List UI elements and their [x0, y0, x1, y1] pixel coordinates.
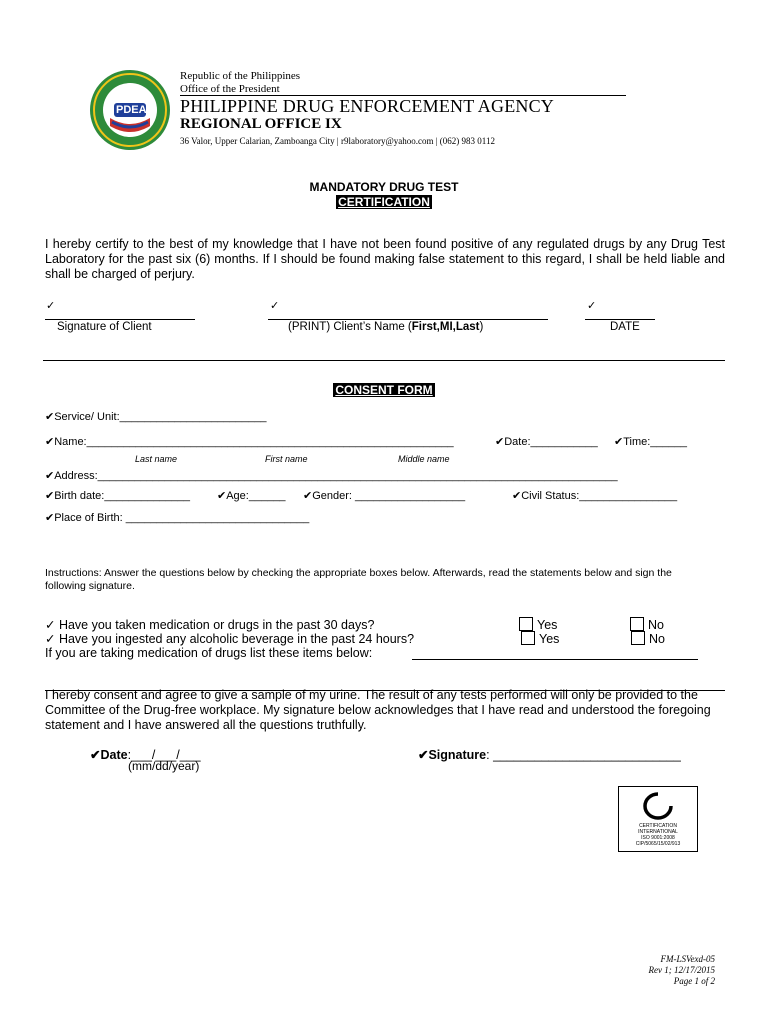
- certification-body: I hereby certify to the best of my knowledge that I have not been found positive of any regulated drugs by any Drug Test Laboratory for the past six (6) months. If I should be found making false statement to this regard, I shall be held liable and shall be charged of perjury.: [45, 237, 725, 281]
- seal-text: PDEA: [116, 104, 147, 116]
- client-name-label: [288, 321, 483, 333]
- date-sign-label: ✔Date: [90, 748, 128, 762]
- gender-field[interactable]: ✔Gender: __________________: [303, 490, 466, 502]
- age-field[interactable]: ✔Age:______: [217, 490, 286, 502]
- address-field[interactable]: ✔Address:_____________________________________________________________________________________: [45, 470, 618, 482]
- no-label: No: [648, 618, 664, 632]
- page-number: Page 1 of 2: [673, 976, 715, 986]
- place-of-birth-field[interactable]: ✔Place of Birth: ______________________________: [45, 512, 310, 524]
- consent-statement: I hereby consent and agree to give a sample of my urine. The result of any tests performed will only be provided to the Committee of the Drug-free workplace. My signature below acknowledges that I have read and understood the foregoing statement and I have answered all the questions truthfully.: [45, 688, 711, 732]
- check-mark: ✓: [46, 299, 56, 312]
- cert-line-4: CIP/5065/15/02/913: [635, 841, 681, 847]
- checkbox[interactable]: [631, 631, 645, 645]
- medication-list-line[interactable]: [412, 659, 698, 660]
- time-field[interactable]: ✔Time:______: [614, 436, 688, 448]
- yes-label: Yes: [537, 618, 558, 632]
- consent-date-field[interactable]: ✔Date:___________: [495, 436, 598, 448]
- medication-list-label: If you are taking medication of drugs list these items below:: [45, 646, 373, 660]
- check-mark: ✓: [270, 299, 280, 312]
- checkbox[interactable]: [519, 617, 533, 631]
- region-name: REGIONAL OFFICE IX: [180, 116, 342, 132]
- question-medication: ✓ Have you taken medication or drugs in the past 30 days?: [45, 618, 375, 632]
- section-divider: [43, 360, 725, 361]
- checkbox[interactable]: [521, 631, 535, 645]
- q1-yes-option[interactable]: [519, 617, 557, 632]
- revision: Rev 1; 12/17/2015: [648, 965, 715, 975]
- date-line[interactable]: [585, 319, 655, 320]
- signature-label: Signature of Client: [57, 321, 152, 333]
- client-name-line[interactable]: [268, 319, 548, 320]
- cert-line-1: CERTIFICATION: [639, 823, 677, 829]
- q2-no-option[interactable]: [631, 631, 665, 646]
- header-office: Office of the President: [180, 83, 280, 95]
- service-unit-field[interactable]: ✔Service/ Unit:________________________: [45, 411, 267, 423]
- birth-date-field[interactable]: ✔Birth date:______________: [45, 490, 191, 502]
- date-format-hint: (mm/dd/year): [128, 759, 200, 773]
- certification-title: MANDATORY DRUG TEST: [309, 180, 459, 194]
- civil-status-field[interactable]: ✔Civil Status:________________: [512, 490, 678, 502]
- signature-line[interactable]: [45, 319, 195, 320]
- date-label: DATE: [610, 321, 640, 333]
- date-sign-blank[interactable]: :___/___/___: [127, 748, 201, 762]
- iso-certification-logo: [618, 786, 698, 852]
- consent-title: CONSENT FORM: [335, 383, 433, 397]
- form-code: FM-LSVexd-05: [660, 954, 715, 964]
- client-name-label-post: ): [479, 321, 484, 333]
- certification-subtitle-wrap: [0, 193, 768, 211]
- agency-name: PHILIPPINE DRUG ENFORCEMENT AGENCY: [180, 96, 554, 116]
- cert-line-3: ISO 9001:2008: [641, 835, 675, 841]
- header-country: Republic of the Philippines: [180, 70, 301, 82]
- no-label: No: [649, 632, 665, 646]
- checkbox[interactable]: [630, 617, 644, 631]
- signature-sign-label: ✔Signature: [418, 748, 487, 762]
- cert-line-2: INTERNATIONAL: [638, 829, 678, 835]
- yes-label: Yes: [539, 632, 560, 646]
- check-mark: ✓: [587, 299, 597, 312]
- certification-subtitle: CERTIFICATION: [338, 195, 430, 209]
- q1-no-option[interactable]: [630, 617, 664, 632]
- client-name-label-pre: (PRINT) Client’s Name (: [288, 321, 412, 333]
- client-name-label-bold: First,MI,Last: [411, 321, 480, 333]
- question-alcohol: ✓ Have you ingested any alcoholic beverage in the past 24 hours?: [45, 632, 415, 646]
- name-field[interactable]: ✔Name:____________________________________________________________: [45, 436, 454, 448]
- instructions-text: Instructions: Answer the questions below by checking the appropriate boxes below. Afterwards, read the statements below and sign the following signature.: [45, 567, 672, 592]
- consent-title-wrap: [0, 381, 768, 399]
- certification-ring-icon: [641, 791, 675, 821]
- cert-logo-text: [619, 823, 697, 847]
- signature-sign-blank[interactable]: : ___________________________: [486, 748, 681, 762]
- first-name-hint: First name: [265, 454, 308, 464]
- q2-yes-option[interactable]: [521, 631, 559, 646]
- consent-signature[interactable]: [418, 747, 681, 762]
- pdea-seal: [88, 68, 172, 152]
- middle-name-hint: Middle name: [398, 454, 450, 464]
- header-address: 36 Valor, Upper Calarian, Zamboanga City | r9laboratory@yahoo.com | (062) 983 0112: [180, 136, 495, 146]
- last-name-hint: Last name: [135, 454, 178, 464]
